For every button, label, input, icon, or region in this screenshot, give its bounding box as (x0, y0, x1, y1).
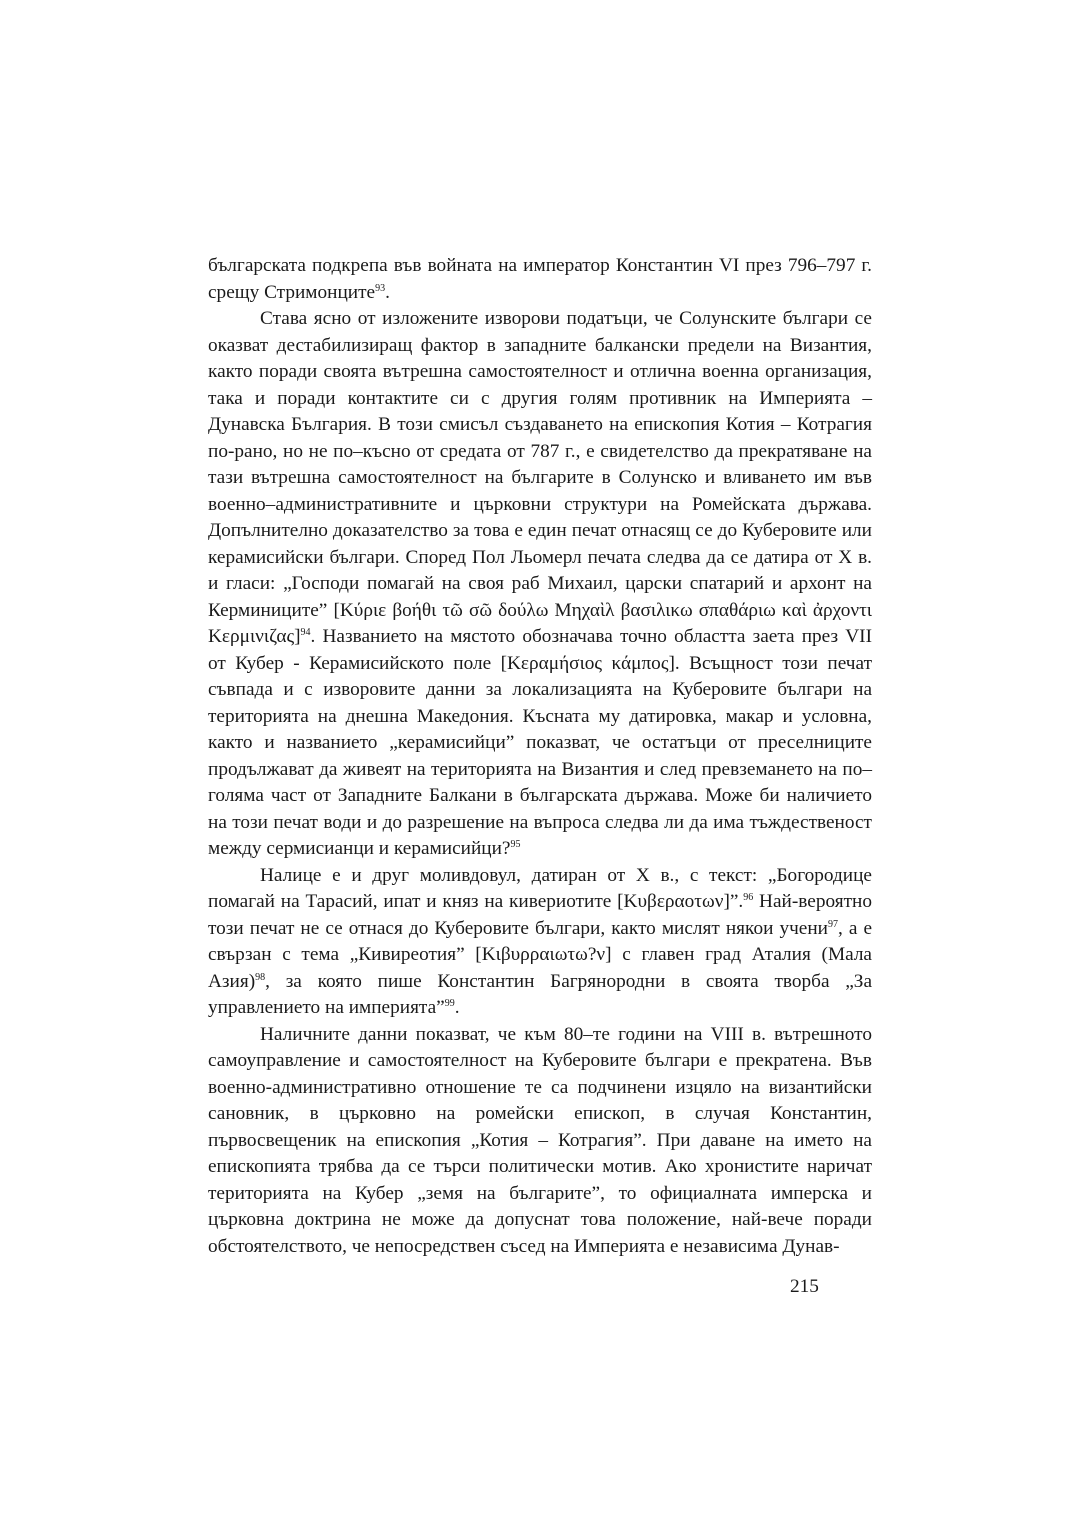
footnote-ref-98[interactable]: 98 (255, 971, 266, 983)
page-number: 215 (790, 1276, 819, 1297)
footnote-ref-93[interactable]: 93 (375, 282, 386, 294)
paragraph-2 (208, 306, 872, 863)
paragraph-3 (208, 863, 872, 1022)
text-run: Най-вероятно този печат не се отнася до Куберовите българи, както мислят някои учени (208, 891, 872, 939)
footnote-ref-97[interactable]: 97 (827, 918, 838, 930)
text-run: . (385, 281, 390, 303)
text-run: , за която пише Константин Багрянородни в своята творба „За управлението на империята” (208, 970, 872, 1018)
text-run: . Названието на мястото обозначава точно областта заета през VII от Кубер - Керамисийското поле [Κεραμήσιος κάμπος]. Всъщност този печат съвпада и с изворовите данни за локализацията на Куберовите българи на територията на днешна Македония. Късната му датировка, макар и условна, както и названието „керамисийци” показват, че остатъци от преселниците продължават да живеят на територията на Византия и след превземането на по–голяма част от Западните Балкани в българската държава. Може би наличието на този печат води и до разрешение на въпроса следва ли да има тъждественост между сермисианци и керамисийци? (208, 626, 872, 859)
footnote-ref-95[interactable]: 95 (510, 839, 521, 850)
text-run: . (454, 997, 460, 1018)
paragraph-4 (208, 1022, 872, 1261)
text-run: , а е свързан с тема „Кивиреотия” [Κιβυρραιωτω?ν] с главен град Аталия (Мала Азия) (208, 917, 873, 992)
text-run: Става ясно от изложените изворови податъци, че Солунските българи се оказват дестабилизиращ фактор в западните балкански предели на Византия, както поради своята вътрешна самостоятелност и отлична военна организация, така и поради контактите си с другия голям противник на Империята – Дунавска България. В този смисъл създаването на епископия Котия – Котрагия по-рано, но не по–късно от средата от 787 г., е свидетелство да прекратяване на тази вътрешна самостоятелност на българите в Солунско и вливането им във военно–административните и църковни структури на Ромейската държава. Допълнително доказателство за това е един печат отнасящ се до Куберовите или керамисийски българи. Според Пол Льомерл печата следва да се датира от X в. и гласи: „Господи помагай на своя раб Михаил, царски спатарий и архонт на Керминиците” [Κύριε βοήθι τῶ σῶ δούλω Μηχαὶλ βασιλικω σπαθάριω καὶ ἀρχοντι Κερμινιζας] (208, 308, 872, 647)
footnote-ref-94[interactable]: 94 (300, 627, 311, 638)
body-text (208, 253, 872, 1260)
footnote-ref-96[interactable]: 96 (743, 892, 754, 903)
paragraph-1 (208, 253, 872, 306)
text-run: българската подкрепа във войната на император Константин VI през 796–797 г. срещу Стримонците (208, 255, 872, 303)
footnote-ref-99[interactable]: 99 (444, 998, 455, 1009)
text-run: Наличните данни показват, че към 80–те години на VIII в. вътрешното самоуправление и самостоятелност на Куберовите българи е прекратена. Във военно-административно отношение те са подчинени изцяло на византийски сановник, в църковно на ромейски епископ, в случая Константин, първосвещеник на епископия „Котия – Котрагия”. При даване на името на епископията трябва да се търси политически мотив. Ако хронистите наричат територията на Кубер „земя на българите”, то официалната имперска и църковна доктрина не може да допуснат това положение, най-вече поради обстоятелството, че непосредствен съсед на Империята е независима Дунав- (208, 1023, 872, 1257)
text-run: Налице е и друг моливдовул, датиран от X в., с текст: „Богородице помагай на Тарасий, ипат и княз на кивериотите [Κυβεραοτων]”. (208, 864, 872, 912)
